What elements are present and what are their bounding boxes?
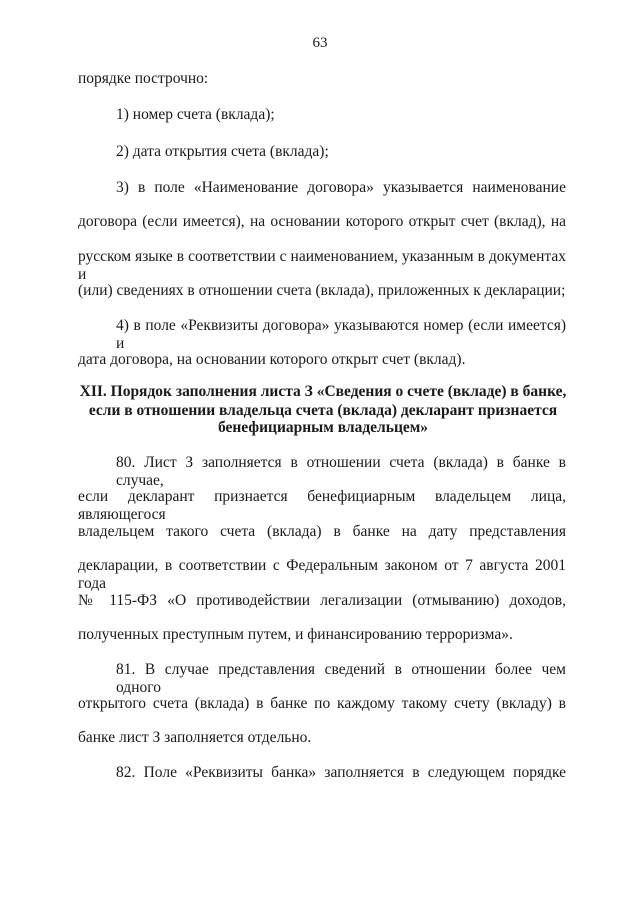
- paragraph-82-line: 82. Поле «Реквизиты банка» заполняется в следующем порядке: [116, 764, 566, 781]
- section-heading-line: бенефициарным владельцем»: [217, 419, 429, 436]
- text-line: порядке построчно:: [78, 70, 209, 87]
- text-line: договора (если имеется), на основании которого открыт счет (вклад), на: [78, 213, 566, 230]
- list-item: 1) номер счета (вклада);: [116, 106, 275, 123]
- text-line: (или) сведениях в отношении счета (вклада), приложенных к декларации;: [78, 282, 566, 299]
- paragraph-81-line: 81. В случае представления сведений в отношении более чем одного: [116, 661, 566, 696]
- paragraph-80-line: владельцем такого счета (вклада) в банке на дату представления: [78, 523, 566, 540]
- text-line: дата договора, на основании которого открыт счет (вклад).: [78, 351, 466, 368]
- page-number: 63: [312, 35, 328, 51]
- text-line: русском языке в соответствии с наименованием, указанным в документах и: [78, 248, 566, 283]
- paragraph-80-line: декларации, в соответствии с Федеральным законом от 7 августа 2001 года: [78, 557, 566, 592]
- section-heading-line: если в отношении владельца счета (вклада) декларант признается: [88, 402, 558, 419]
- paragraph-81-line: открытого счета (вклада) в банке по каждому такому счету (вкладу) в: [78, 695, 566, 712]
- paragraph-80-line: если декларант признается бенефициарным владельцем лица, являющегося: [78, 488, 566, 523]
- paragraph-80-line: № 115-ФЗ «О противодействии легализации (отмыванию) доходов,: [78, 592, 566, 609]
- list-item: 2) дата открытия счета (вклада);: [116, 143, 329, 160]
- paragraph-80-line: 80. Лист З заполняется в отношении счета (вклада) в банке в случае,: [116, 454, 566, 489]
- list-item: 3) в поле «Наименование договора» указывается наименование: [116, 179, 566, 196]
- paragraph-80-line: полученных преступным путем, и финансированию терроризма».: [78, 626, 513, 643]
- paragraph-81-line: банке лист З заполняется отдельно.: [78, 729, 312, 746]
- section-heading-line: XII. Порядок заполнения листа З «Сведения о счете (вкладе) в банке,: [79, 383, 567, 400]
- list-item: 4) в поле «Реквизиты договора» указываются номер (если имеется) и: [116, 317, 566, 352]
